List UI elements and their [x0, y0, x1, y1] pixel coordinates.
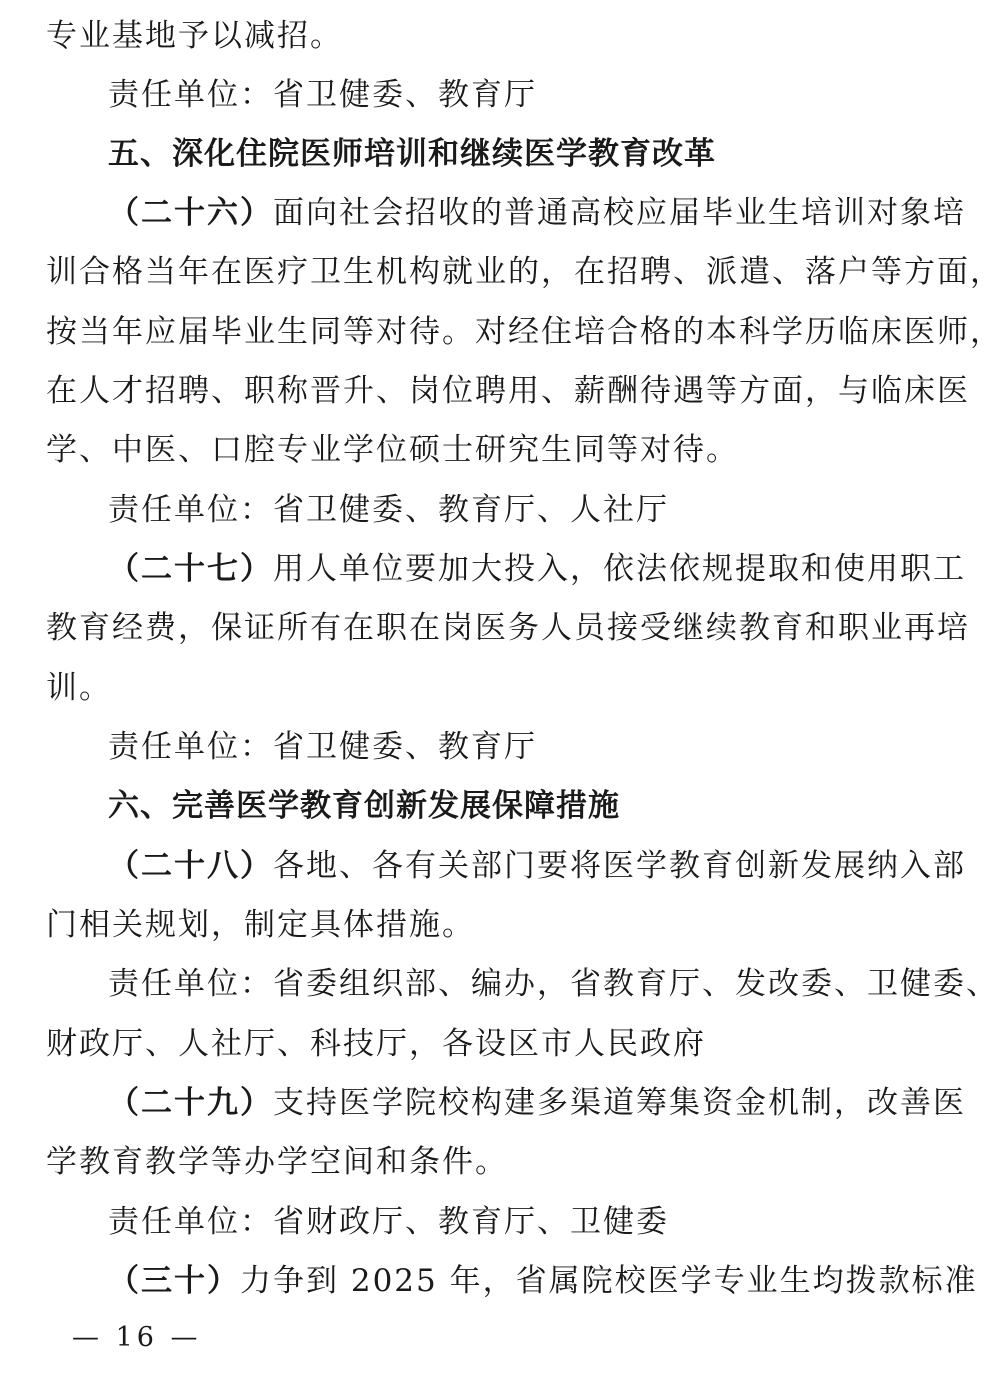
clause-text: 各地、各有关部门要将医学教育创新发展纳入部: [273, 848, 966, 884]
clause-text: 力争到 2025 年，省属院校医学专业生均拨款标准: [240, 1263, 978, 1299]
clause-text: 支持医学院校构建多渠道筹集资金机制，改善医: [273, 1085, 966, 1121]
text-line: 门相关规划，制定具体措施。: [46, 907, 475, 943]
section-heading-5: 五、深化住院医师培训和继续医学教育改革: [108, 136, 716, 172]
clause-number: （二十六）: [108, 195, 273, 231]
text-line: 财政厅、人社厅、科技厅，各设区市人民政府: [46, 1026, 706, 1062]
responsible-unit: 责任单位：省卫健委、教育厅: [108, 77, 537, 113]
clause-number: （二十八）: [108, 848, 273, 884]
clause-number: （二十九）: [108, 1085, 273, 1121]
text-line: 学教育教学等办学空间和条件。: [46, 1144, 508, 1180]
clause-text: 用人单位要加大投入，依法依规提取和使用职工: [273, 551, 966, 587]
text-line: 学、中医、口腔专业学位硕士研究生同等对待。: [46, 432, 739, 468]
section-heading-6: 六、完善医学教育创新发展保障措施: [108, 788, 620, 824]
text-line: 训合格当年在医疗卫生机构就业的，在招聘、派遣、落户等方面，: [46, 254, 1003, 290]
clause-number: （二十七）: [108, 551, 273, 587]
responsible-unit: 责任单位：省卫健委、教育厅: [108, 729, 537, 765]
text-line: 专业基地予以减招。: [46, 18, 343, 54]
clause-28: [108, 846, 966, 886]
responsible-unit: 责任单位：省卫健委、教育厅、人社厅: [108, 492, 669, 528]
text-line: 按当年应届毕业生同等对待。对经住培合格的本科学历临床医师，: [46, 314, 1003, 350]
responsible-unit: 责任单位：省委组织部、编办，省教育厅、发改委、卫健委、: [108, 966, 999, 1002]
clause-number: （三十）: [108, 1263, 240, 1299]
text-line: 训。: [46, 670, 112, 706]
text-line: 教育经费，保证所有在职在岗医务人员接受继续教育和职业再培: [46, 610, 970, 646]
responsible-unit: 责任单位：省财政厅、教育厅、卫健委: [108, 1204, 669, 1240]
clause-text: 面向社会招收的普通高校应届毕业生培训对象培: [273, 195, 966, 231]
text-line: 在人才招聘、职称晋升、岗位聘用、薪酬待遇等方面，与临床医: [46, 373, 970, 409]
page-number: — 16 —: [72, 1322, 202, 1353]
clause-30: [108, 1261, 978, 1301]
clause-27: [108, 549, 966, 589]
clause-26: [108, 193, 966, 233]
clause-29: [108, 1083, 966, 1123]
